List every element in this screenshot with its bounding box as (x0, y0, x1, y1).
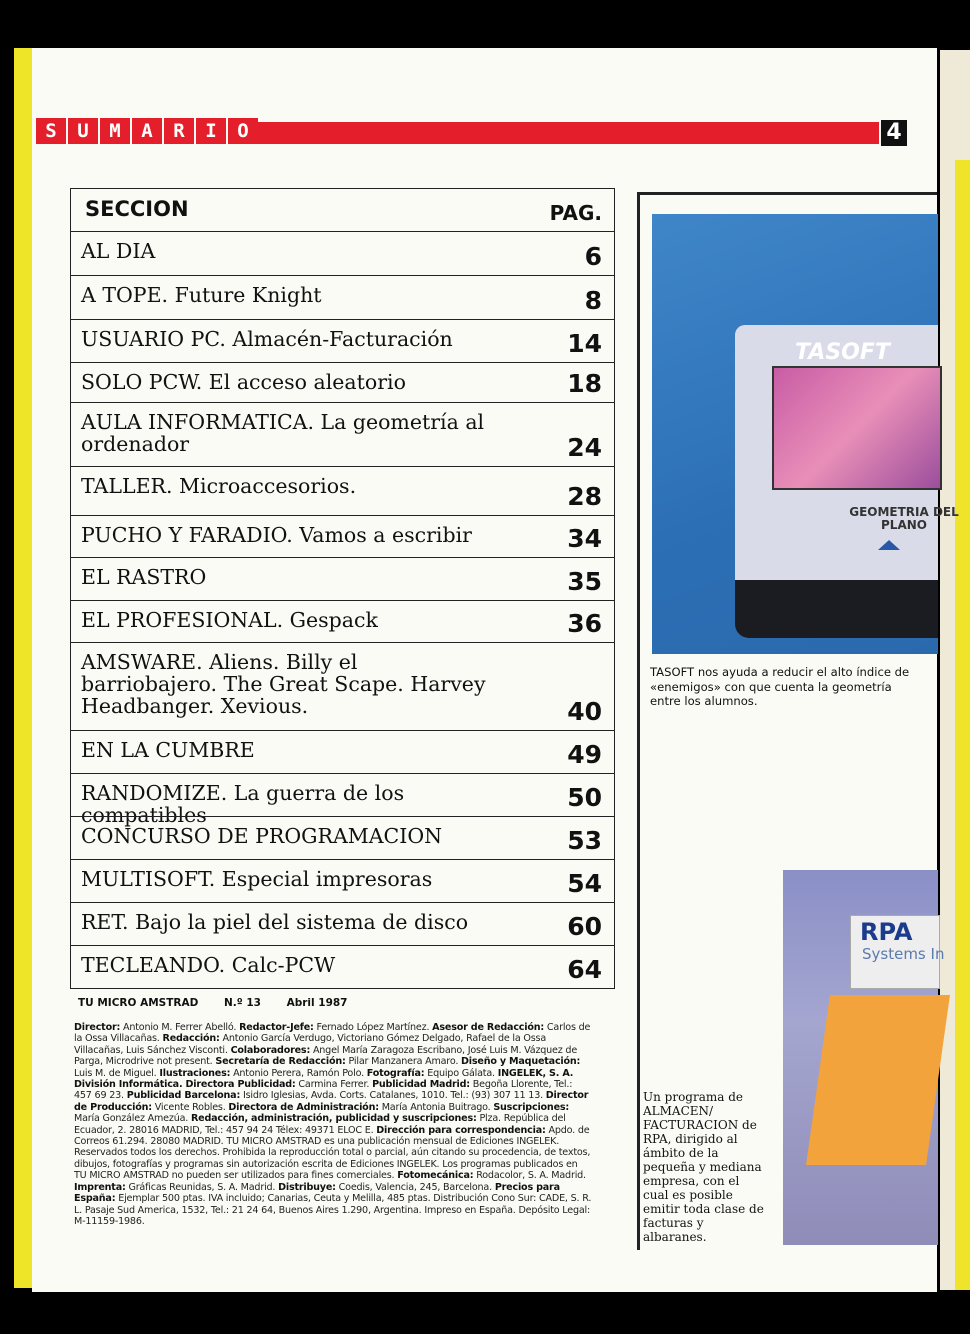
contents-row (71, 859, 614, 902)
credit-text: Rodacolor, S. A. Madrid. (473, 1170, 586, 1182)
magazine-name: TU MICRO AMSTRAD (78, 997, 199, 1009)
masthead-line (78, 997, 618, 1009)
tasoft-brand: TASOFT (795, 340, 890, 365)
tasoft-caption: TASOFT nos ayuda a reducir el alto índice de «enemigos» con que cuenta la geometría entre los alumnos. (650, 665, 910, 708)
credit-text: Gráficas Reunidas, S. A. Madrid. (125, 1181, 279, 1193)
credit-text: Antonio García Verdugo, Victoriano Gómez Delgado, Rafael de la Ossa Villacañas, Luis Sánchez Visconti. (74, 1033, 547, 1056)
contents-table (70, 188, 615, 989)
credit-label: Director: (74, 1022, 121, 1033)
logo-letter: U (68, 118, 98, 144)
logo-letter: O (228, 118, 258, 144)
credit-label: Publicidad Madrid: (372, 1079, 470, 1091)
contents-row (71, 362, 614, 402)
header-red-bar (255, 122, 879, 144)
logo-letter: I (196, 118, 226, 144)
section-title: EN LA CUMBRE (81, 738, 255, 762)
section-title: AULA INFORMATICA. La geometría al ordenador (81, 410, 485, 456)
section-title: AL DIA (81, 239, 156, 263)
logo-letter: M (100, 118, 130, 144)
section-title: MULTISOFT. Especial impresoras (81, 867, 433, 891)
credit-text: María González Amezúa. (74, 1113, 191, 1125)
contents-row (71, 816, 614, 859)
staff-credits (74, 1022, 592, 1227)
tasoft-product-name: GEOMETRIA DEL PLANO (849, 505, 959, 532)
credit-text: Antonio Perera, Ramón Polo. (230, 1067, 367, 1079)
credit-label: Redacción: (162, 1033, 220, 1045)
credit-text: Carmina Ferrer. (295, 1079, 373, 1091)
section-title: A TOPE. Future Knight (81, 283, 322, 307)
credit-label: Redacción, administración, publicidad y suscripciones: (190, 1113, 477, 1125)
credit-label: Diseño y Maquetación: (461, 1056, 581, 1068)
yellow-spine (14, 48, 34, 1288)
section-title: RANDOMIZE. La guerra de los compatibles (81, 781, 405, 827)
section-page: 60 (567, 912, 602, 941)
credit-text: Ejemplar 500 ptas. IVA incluido; Canarias, Ceuta y Melilla, 485 ptas. Distribución Cono Sur: CADE, S. R. L. Pasaje Sud America, 1532, Tel.: 21 24 64, Buenos Aires 1.290, Argentina. Impreso en España. Depósito Legal: M-11159-1986. (74, 1193, 592, 1227)
credit-label: Ilustraciones: (159, 1067, 231, 1079)
section-page: 18 (567, 369, 602, 398)
credit-text: Fernado López Martínez. (313, 1022, 433, 1033)
section-title: USUARIO PC. Almacén-Facturación (81, 327, 453, 351)
contents-row (71, 945, 614, 988)
section-page: 50 (567, 783, 602, 812)
section-page: 54 (567, 869, 602, 898)
contents-row (71, 515, 614, 557)
contents-row (71, 730, 614, 773)
rpa-subtitle: Systems In (862, 945, 945, 963)
credit-label: Dirección para correspondencia: (376, 1124, 546, 1136)
section-page: 6 (584, 242, 602, 271)
section-page: 36 (567, 609, 602, 638)
box-artwork (772, 366, 942, 490)
box-base (735, 580, 938, 638)
section-page: 24 (567, 433, 602, 462)
credit-label: Asesor de Redacción: (432, 1022, 545, 1033)
contents-header-row (71, 189, 614, 231)
credit-label: INGELEK, S. A. División Informática. Directora Publicidad: (74, 1067, 574, 1091)
credit-text: Plza. República del Ecuador, 2. 28016 MADRID, Tel.: 457 94 24 Télex: 49371 ELOC E. (74, 1113, 566, 1136)
contents-row (71, 275, 614, 319)
credit-text: María Antonia Buitrago. (378, 1101, 494, 1113)
issue-number: N.º 13 (223, 997, 261, 1009)
credit-text: Luis M. de Miguel. (74, 1067, 160, 1079)
page-column-header: PAG. (549, 201, 602, 225)
credit-text: Apdo. de Correos 61.294. 28080 MADRID. TU MICRO AMSTRAD es una publicación mensual de Ediciones INGELEK. Reservados todos los derechos. Prohibida la reproducción total o parcial, aún citando su procedencia, de textos, dibujos, fotografías y programas sin autorización escrita de Ediciones INGELEK. Los programas publicados en TU MICRO AMSTRAD no pueden ser utilizados para fines comerciales. (74, 1124, 591, 1182)
contents-row (71, 557, 614, 600)
issue-date: Abril 1987 (286, 997, 348, 1009)
credit-text: Equipo Gálata. (424, 1067, 498, 1079)
contents-row (71, 902, 614, 945)
contents-row (71, 600, 614, 642)
section-title: TECLEANDO. Calc-PCW (81, 953, 336, 977)
section-page: 64 (567, 955, 602, 984)
triangle-icon (878, 540, 900, 550)
contents-row (71, 773, 614, 827)
logo-letter: R (164, 118, 194, 144)
frame-rule-top (637, 192, 937, 195)
credit-label: Imprenta: (74, 1181, 126, 1193)
section-page: 40 (567, 697, 602, 726)
credit-label: Distribuye: (278, 1181, 336, 1193)
contents-row (71, 231, 614, 275)
page-number: 4 (881, 120, 907, 146)
rpa-caption: Un programa de ALMACEN/ FACTURACION de RPA, dirigido al ámbito de la pequeña y mediana empresa, con el cual es posible emitir toda clase de facturas y albaranes. (643, 1090, 764, 1244)
frame-rule-left (637, 192, 640, 1250)
credit-text: Carlos de la Ossa Villacañas. (74, 1022, 591, 1045)
credit-label: Publicidad Barcelona: (126, 1090, 241, 1102)
rpa-brand: RPA (860, 918, 913, 946)
credit-label: Fotografía: (366, 1067, 425, 1079)
section-title: CONCURSO DE PROGRAMACION (81, 824, 443, 848)
credit-label: Fotomecánica: (397, 1170, 474, 1182)
section-page: 34 (567, 524, 602, 553)
credit-text: Vicente Robles. (151, 1101, 229, 1113)
contents-row (71, 642, 614, 730)
section-title: PUCHO Y FARADIO. Vamos a escribir (81, 523, 472, 547)
section-title: EL PROFESIONAL. Gespack (81, 608, 378, 632)
section-page: 14 (567, 329, 602, 358)
orange-folder (806, 995, 950, 1165)
credit-label: Precios para España: (74, 1181, 560, 1205)
logo-letter: S (36, 118, 66, 144)
credit-text: Pilar Manzanera Amaro. (345, 1056, 462, 1068)
contents-row (71, 319, 614, 362)
contents-row (71, 466, 614, 515)
sumario-logo (36, 118, 260, 144)
credit-label: Directora de Administración: (228, 1101, 379, 1113)
credit-label: Suscripciones: (493, 1101, 570, 1113)
logo-letter: A (132, 118, 162, 144)
section-title: RET. Bajo la piel del sistema de disco (81, 910, 469, 934)
credit-text: Coedis, Valencia, 245, Barcelona. (335, 1181, 495, 1193)
section-page: 35 (567, 567, 602, 596)
credit-label: Redactor-Jefe: (239, 1022, 314, 1033)
credit-text: Begoña Llorente, Tel.: 457 69 23. (74, 1079, 573, 1102)
credit-label: Director de Producción: (74, 1090, 589, 1113)
credit-text: Isidro Iglesias, Avda. Corts. Catalanes, 1010. Tel.: (93) 307 11 13. (240, 1090, 546, 1102)
section-title: TALLER. Microaccesorios. (81, 474, 357, 498)
section-page: 8 (584, 286, 602, 315)
section-title: SOLO PCW. El acceso aleatorio (81, 370, 406, 394)
section-title: EL RASTRO (81, 565, 207, 589)
credit-label: Secretaría de Redacción: (215, 1056, 346, 1068)
credit-text: Antonio M. Ferrer Abelló. (120, 1022, 240, 1033)
credit-text: Angel María Zaragoza Escribano, José Luis M. Vázquez de Parga, Microdrive not present. (74, 1044, 578, 1068)
section-page: 28 (567, 482, 602, 511)
section-page: 49 (567, 740, 602, 769)
section-page: 53 (567, 826, 602, 855)
section-title: AMSWARE. Aliens. Billy el barriobajero. The Great Scape. Harvey Headbanger. Xevious. (81, 650, 486, 718)
section-column-header: SECCION (85, 197, 189, 221)
credit-label: Colaboradores: (230, 1044, 311, 1056)
contents-row (71, 402, 614, 466)
next-page-yellow-edge (955, 160, 970, 1290)
